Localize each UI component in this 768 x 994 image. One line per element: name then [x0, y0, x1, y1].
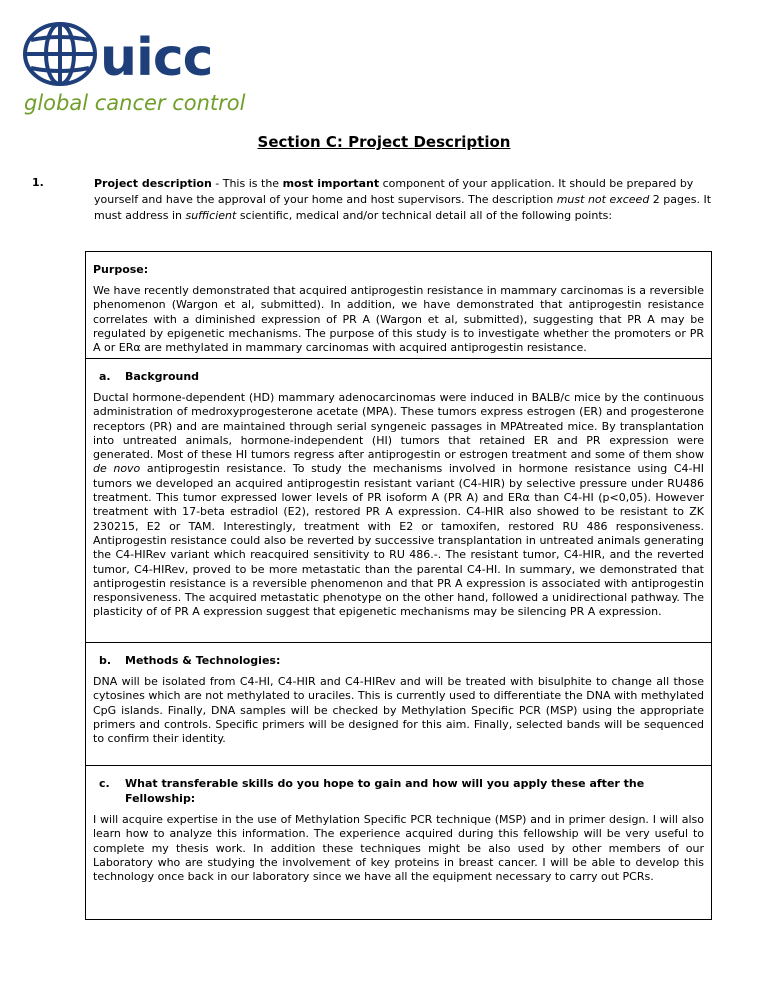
- intro-text-3: 2 pages. It must address in: [94, 193, 712, 222]
- background-letter: a.: [99, 370, 111, 383]
- intro-paragraph: [94, 176, 726, 224]
- methods-letter: b.: [99, 654, 112, 667]
- skills-section: [85, 765, 712, 920]
- skills-heading: [93, 776, 704, 806]
- intro-italic: must not exceed: [556, 193, 650, 206]
- skills-body: I will acquire expertise in the use of Methylation Specific PCR technique (MSP) and in primer design. I will also learn how to analyze this information. The experience acquired during this fellowship will be very useful to complete my thesis work. In addition these techniques might be also used by other members of our Laboratory who are studying the involvement of key proteins in breast cancer. I will be able to develop this technology once back in our laboratory since we have all the equipment necessary to carry out PCRs.: [93, 813, 704, 884]
- purpose-body: We have recently demonstrated that acquired antiprogestin resistance in mammary carcinomas is a reversible phenomenon (Wargon et al, submitted). In addition, we have demonstrated that antiprogestin resistance correlates with a diminished expression of PR A (Wargon et al, submitted), suggesting that PR A may be regulated by epigenetic mechanisms. The purpose of this study is to investigate whether the promoters or PR A or ERα are methylated in mammary carcinomas with acquired antiprogestin resistance.: [93, 284, 704, 355]
- methods-title: Methods & Technologies:: [125, 654, 281, 667]
- uicc-logo: [22, 20, 246, 122]
- methods-body: DNA will be isolated from C4-HI, C4-HIR and C4-HIRev and will be treated with bisulphite to change all those cytosines which are not methylated to uraciles. This is currently used to differentiate the DNA with methylated CpG islands. Finally, DNA samples will be checked by Methylation Specific PCR (MSP) using the appropriate primers and controls. Specific primers will be designed for this aim. Finally, selected bands will be sequenced to confirm their identity.: [93, 675, 704, 746]
- background-title: Background: [125, 370, 200, 383]
- intro-emphasis: most important: [282, 177, 380, 190]
- intro-lead: Project description: [94, 177, 212, 190]
- purpose-section: [85, 251, 712, 358]
- background-text-1: Ductal hormone-dependent (HD) mammary adenocarcinomas were induced in BALB/c mice by the continuous administration of medroxyprogesterone acetate (MPA). These tumors express estrogen (ER) and progesterone receptors (PR) and are maintained through serial syngeneic passages in MPAtreated mice. By transplantation into untreated animals, hormone-independent (HI) tumors that retained ER and PR expression were generated. Most of these HI tumors regress after antiprogestin or estrogen treatment and some of them show: [93, 391, 704, 462]
- background-text-2: antiprogestin resistance. To study the mechanisms involved in hormone resistance using C4-HI tumors we developed an acquired antiprogestin resistant variant (C4-HIR) by selective pressure under RU486 treatment. This tumor expressed lower levels of PR isoform A (PR A) and ERα than C4-HI (p<0,05). However treatment with 17-beta estradiol (E2), restored PR A expression. C4-HIR also showed to be resistant to ZK 230215, E2 or TAM. Interestingly, treatment with E2 or tamoxifen, restored RU 486 responsiveness. Antiprogestin resistance could also be reverted by successive transplantation in untreated animals generating the C4-HIRev variant which reacquired sensitivity to RU 486.-. The resistant tumor, C4-HIR, and the reverted tumor, C4-HIRev, proved to be more metastatic than the parental C4-HI. In summary, we demonstrated that antiprogestin resistance is a reversible phenomenon and that PR A expression is associated with antiprogestin responsiveness. The acquired metastatic phenotype on the other hand, followed a unidirectional pathway. The plasticity of of PR A expression suggest that epigenetic mechanisms may be silencing PR A expression.: [93, 462, 704, 619]
- skills-letter: c.: [99, 777, 110, 790]
- intro-text-4: scientific, medical and/or technical detail all of the following points:: [236, 209, 613, 222]
- skills-title: What transferable skills do you hope to gain and how will you apply these after the Fellowship:: [125, 777, 645, 805]
- background-italic: de novo: [93, 462, 141, 476]
- background-section: [85, 358, 712, 642]
- methods-section: [85, 642, 712, 765]
- purpose-heading: Purpose:: [93, 263, 149, 276]
- intro-text-1: - This is the: [211, 177, 283, 190]
- background-heading: [93, 369, 704, 384]
- logo-tagline: global cancer control: [24, 91, 246, 115]
- item-number: 1.: [32, 176, 44, 189]
- page-title: Section C: Project Description: [257, 133, 511, 151]
- globe-icon: [22, 20, 102, 88]
- methods-heading: [93, 653, 704, 668]
- intro-italic-2: sufficient: [185, 209, 237, 222]
- intro-text-2: component of your application. It should be prepared by yourself and have the approval of your home and host supervisors. The description: [94, 177, 694, 206]
- background-body: [93, 391, 704, 620]
- logo-wordmark: uicc: [100, 28, 213, 88]
